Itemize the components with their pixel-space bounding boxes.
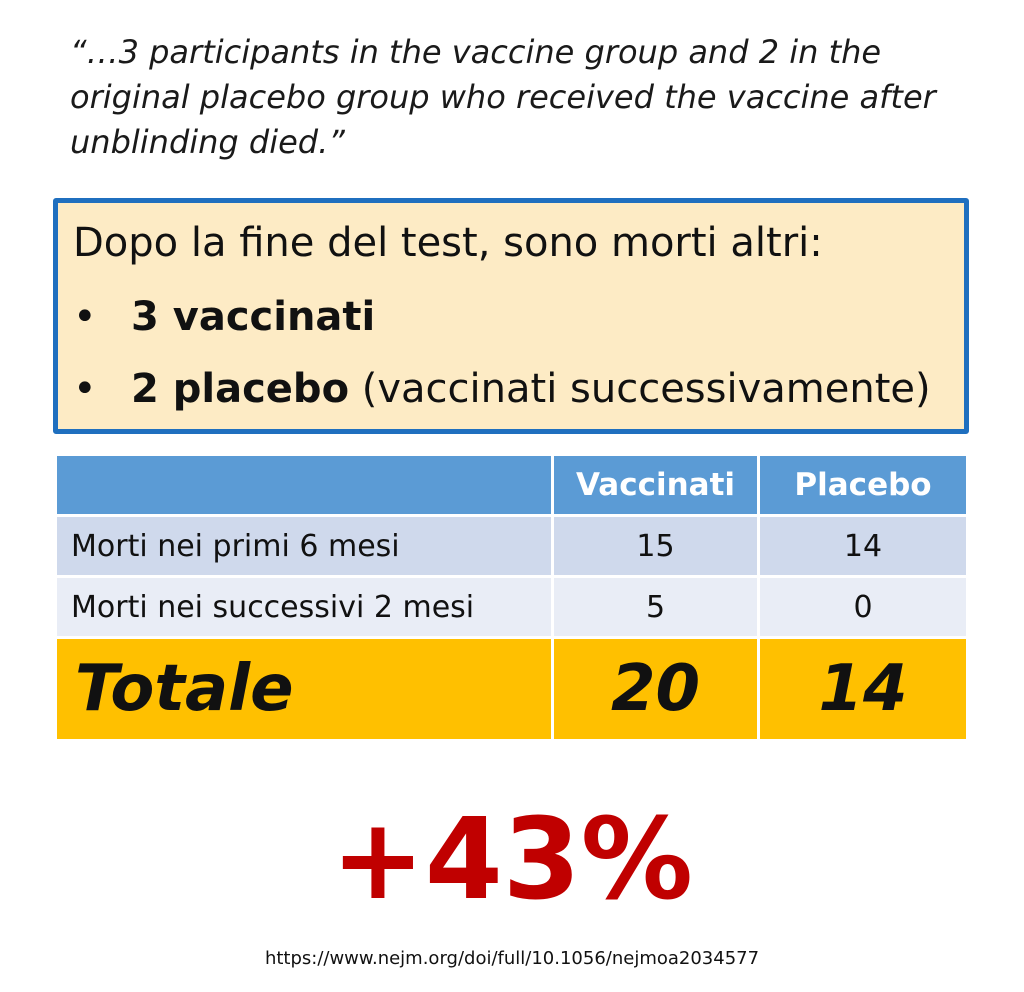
percent-increase: +43%: [331, 795, 693, 925]
cell-placebo: 14: [759, 516, 968, 577]
bullet-marker: •: [73, 366, 97, 412]
total-vaccinati: 20: [553, 638, 759, 741]
total-placebo: 14: [759, 638, 968, 741]
total-label: Totale: [56, 638, 553, 741]
callout-box: [53, 198, 969, 434]
cell-placebo: 0: [759, 577, 968, 638]
header-empty-cell: [56, 455, 553, 516]
quote-text: “…3 participants in the vaccine group and 2 in the original placebo group who received the vaccine after unblinding died.”: [70, 33, 936, 161]
source-link[interactable]: https://www.nejm.org/doi/full/10.1056/nejmoa2034577: [264, 948, 760, 969]
header-vaccinati: Vaccinati: [553, 455, 759, 516]
table-row: [56, 516, 968, 577]
bullet-bold-text: 2 placebo: [131, 366, 350, 412]
table-row: [56, 577, 968, 638]
callout-title: Dopo la fine del test, sono morti altri:: [73, 220, 823, 266]
row-label: Morti nei primi 6 mesi: [56, 516, 553, 577]
cell-vaccinati: 15: [553, 516, 759, 577]
row-label: Morti nei successivi 2 mesi: [56, 577, 553, 638]
cell-vaccinati: 5: [553, 577, 759, 638]
total-row: [56, 638, 968, 741]
bullet-bold-text: 3 vaccinati: [131, 294, 376, 340]
bullet-item-placebo: [73, 363, 931, 415]
bullet-rest-text: (vaccinati successivamente): [349, 366, 931, 412]
bullet-marker: •: [73, 294, 97, 340]
table-header-row: [56, 455, 968, 516]
deaths-table: [54, 453, 969, 742]
bullet-item-vaccinated: [73, 291, 375, 343]
header-placebo: Placebo: [759, 455, 968, 516]
